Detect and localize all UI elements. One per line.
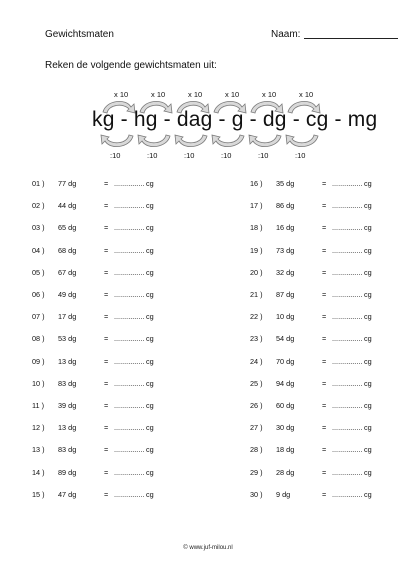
exercise-value: 13 dg [58,356,77,366]
exercise-value: 65 dg [58,223,77,233]
answer-unit: cg [146,423,154,433]
exercise-value: 83 dg [58,378,77,388]
exercise-number: 16 ) [250,179,263,188]
answer-blank[interactable]: ............... [114,378,145,388]
answer-blank[interactable]: ............... [332,245,363,255]
exercise-value: 18 dg [276,445,295,455]
exercise-value: 49 dg [58,290,77,299]
equals-sign: = [322,401,327,410]
answer-blank[interactable]: ............... [114,312,145,322]
exercise-value: 86 dg [276,201,295,211]
equals-sign: = [322,245,327,255]
answer-unit: cg [146,401,154,410]
answer-blank[interactable]: ............... [114,334,145,344]
equals-sign: = [104,445,109,455]
answer-unit: cg [146,179,154,188]
answer-unit: cg [146,245,154,255]
exercise-number: 24 ) [250,356,263,366]
answer-unit: cg [364,223,372,233]
exercise-number: 20 ) [250,267,263,277]
exercise-number: 25 ) [250,378,263,388]
answer-blank[interactable]: ............... [114,179,145,188]
exercise-value: 68 dg [58,245,77,255]
exercise-number: 17 ) [250,201,263,211]
answer-blank[interactable]: ............... [114,489,145,499]
answer-blank[interactable]: ............... [332,312,363,322]
equals-sign: = [322,423,327,433]
answer-blank[interactable]: ............... [114,401,145,410]
exercise-number: 22 ) [250,312,263,322]
equals-sign: = [104,179,109,188]
answer-unit: cg [146,378,154,388]
equals-sign: = [104,378,109,388]
answer-blank[interactable]: ............... [332,223,363,233]
answer-unit: cg [364,334,372,344]
exercise-value: 44 dg [58,201,77,211]
multiply-label: x 10 [299,90,314,99]
exercise-number: 11 ) [32,401,45,410]
answer-unit: cg [146,467,154,477]
equals-sign: = [104,467,109,477]
equals-sign: = [322,267,327,277]
answer-blank[interactable]: ............... [332,423,363,433]
equals-sign: = [322,489,327,499]
answer-unit: cg [364,201,372,211]
exercise-value: 32 dg [276,267,295,277]
exercise-value: 70 dg [276,356,295,366]
answer-blank[interactable]: ............... [114,467,145,477]
answer-unit: cg [364,179,372,188]
equals-sign: = [322,378,327,388]
answer-blank[interactable]: ............... [332,334,363,344]
exercise-number: 09 ) [32,356,45,366]
answer-blank[interactable]: ............... [114,267,145,277]
exercise-number: 13 ) [32,445,45,455]
answer-unit: cg [146,334,154,344]
answer-unit: cg [364,489,372,499]
answer-blank[interactable]: ............... [114,423,145,433]
equals-sign: = [104,401,109,410]
answer-unit: cg [146,290,154,299]
equals-sign: = [322,223,327,233]
equals-sign: = [322,201,327,211]
exercise-number: 30 ) [250,489,263,499]
equals-sign: = [322,334,327,344]
exercise-number: 07 ) [32,312,45,322]
exercise-number: 01 ) [32,179,45,188]
exercise-number: 08 ) [32,334,45,344]
divide-arrow-icon [249,135,281,147]
exercise-value: 77 dg [58,179,77,188]
divide-arrow-icon [212,135,244,147]
equals-sign: = [104,223,109,233]
answer-unit: cg [364,378,372,388]
exercise-number: 06 ) [32,290,45,299]
equals-sign: = [322,467,327,477]
exercise-value: 10 dg [276,312,295,322]
exercise-number: 28 ) [250,445,263,455]
exercise-value: 13 dg [58,423,77,433]
exercise-value: 35 dg [276,179,295,188]
exercise-value: 53 dg [58,334,77,344]
answer-blank[interactable]: ............... [332,356,363,366]
equals-sign: = [104,312,109,322]
answer-blank[interactable]: ............... [114,290,145,299]
exercise-value: 9 dg [276,489,291,499]
answer-blank[interactable]: ............... [332,489,363,499]
equals-sign: = [322,312,327,322]
exercise-value: 67 dg [58,267,77,277]
equals-sign: = [322,356,327,366]
divide-label: :10 [221,151,232,160]
unit-sequence-text: kg - hg - dag - g - dg - cg - mg [92,108,378,131]
instruction-text: Reken de volgende gewichtsmaten uit: [45,60,217,71]
exercise-number: 04 ) [32,245,45,255]
answer-unit: cg [364,267,372,277]
answer-blank[interactable]: ............... [332,378,363,388]
multiply-label: x 10 [151,90,166,99]
exercise-number: 27 ) [250,423,263,433]
answer-unit: cg [146,445,154,455]
answer-unit: cg [364,312,372,322]
exercise-value: 89 dg [58,467,77,477]
equals-sign: = [104,334,109,344]
exercise-number: 19 ) [250,245,263,255]
answer-blank[interactable]: ............... [114,201,145,211]
exercise-number: 21 ) [250,290,263,299]
exercise-value: 39 dg [58,401,77,410]
exercise-value: 30 dg [276,423,295,433]
divide-label: :10 [184,151,195,160]
answer-blank[interactable]: ............... [114,245,145,255]
equals-sign: = [104,201,109,211]
name-label: Naam: [271,29,301,40]
divide-label: :10 [147,151,158,160]
equals-sign: = [322,290,327,299]
divide-arrow-icon [138,135,170,147]
answer-unit: cg [364,356,372,366]
exercise-value: 83 dg [58,445,77,455]
equals-sign: = [104,267,109,277]
answer-blank[interactable]: ............... [332,179,363,188]
answer-blank[interactable]: ............... [332,201,363,211]
multiply-label: x 10 [188,90,203,99]
copyright-footer: © www.juf-milou.nl [183,545,233,551]
exercise-value: 87 dg [276,290,295,299]
answer-blank[interactable]: ............... [114,356,145,366]
answer-unit: cg [364,445,372,455]
exercise-value: 54 dg [276,334,295,344]
answer-blank[interactable]: ............... [332,290,363,299]
exercise-value: 17 dg [58,312,77,322]
exercise-number: 10 ) [32,378,45,388]
exercise-value: 28 dg [276,467,295,477]
equals-sign: = [104,290,109,299]
exercise-value: 47 dg [58,489,77,499]
exercise-number: 02 ) [32,201,45,211]
equals-sign: = [104,423,109,433]
exercise-number: 14 ) [32,467,45,477]
answer-blank[interactable]: ............... [332,401,363,410]
exercise-value: 73 dg [276,245,295,255]
exercise-number: 05 ) [32,267,45,277]
answer-blank[interactable]: ............... [332,267,363,277]
answer-unit: cg [146,356,154,366]
exercise-number: 12 ) [32,423,45,433]
answer-unit: cg [364,467,372,477]
divide-arrow-icon [101,135,133,147]
answer-unit: cg [364,245,372,255]
answer-blank[interactable]: ............... [332,467,363,477]
divide-arrow-icon [175,135,207,147]
equals-sign: = [322,445,327,455]
answer-blank[interactable]: ............... [332,445,363,455]
multiply-label: x 10 [114,90,129,99]
answer-unit: cg [146,201,154,211]
exercise-number: 23 ) [250,334,263,344]
exercise-number: 03 ) [32,223,45,233]
answer-blank[interactable]: ............... [114,223,145,233]
exercise-value: 60 dg [276,401,295,410]
multiply-label: x 10 [262,90,277,99]
answer-unit: cg [146,312,154,322]
equals-sign: = [104,356,109,366]
exercise-number: 15 ) [32,489,45,499]
multiply-label: x 10 [225,90,240,99]
divide-arrow-icon [286,135,318,147]
exercise-value: 94 dg [276,378,295,388]
equals-sign: = [104,245,109,255]
equals-sign: = [104,489,109,499]
name-field-line [304,38,398,39]
exercise-number: 29 ) [250,467,263,477]
worksheet-title: Gewichtsmaten [45,29,114,40]
answer-unit: cg [146,267,154,277]
answer-blank[interactable]: ............... [114,445,145,455]
divide-label: :10 [110,151,121,160]
divide-label: :10 [258,151,269,160]
answer-unit: cg [364,423,372,433]
answer-unit: cg [364,290,372,299]
divide-label: :10 [295,151,306,160]
exercise-number: 18 ) [250,223,263,233]
answer-unit: cg [146,223,154,233]
exercise-value: 16 dg [276,223,295,233]
answer-unit: cg [364,401,372,410]
exercise-number: 26 ) [250,401,263,410]
equals-sign: = [322,179,327,188]
answer-unit: cg [146,489,154,499]
